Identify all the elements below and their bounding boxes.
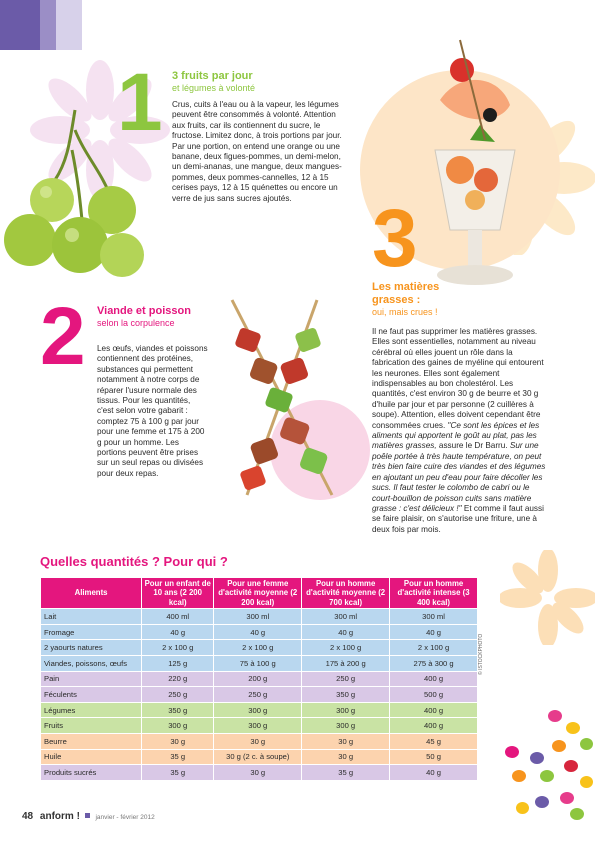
table-cell-value: 400 g (390, 702, 478, 718)
table-cell-value: 30 g (142, 733, 214, 749)
section-3-text-plain: Il ne faut pas supprimer les matières grasses. Elles sont essentielles, notamment au niveau cérébral où elles jouent un rôle dans la fabrication des gaines de myéline qui entourent les neurones. Elles sont également indispensables au bon cholestérol. Les quantités, c'est environ 30 g de beurre et 30 g d'huile par jour et par personne (2 cuillères à soupe). Attention, elles doivent cependant être consommées crues. (372, 327, 544, 430)
table-row (41, 671, 478, 687)
table-cell-value: 300 ml (302, 609, 390, 625)
table-row (41, 702, 478, 718)
table-cell-value: 175 à 200 g (302, 656, 390, 672)
table-cell-aliment: Fromage (41, 624, 142, 640)
table-cell-value: 250 g (142, 687, 214, 703)
table-cell-value: 30 g (214, 733, 302, 749)
table-cell-value: 500 g (390, 687, 478, 703)
table-cell-value: 300 g (214, 718, 302, 734)
table-cell-aliment: Beurre (41, 733, 142, 749)
table-cell-value: 40 g (302, 624, 390, 640)
table-cell-aliment: 2 yaourts natures (41, 640, 142, 656)
table-cell-value: 75 à 100 g (214, 656, 302, 672)
table-cell-aliment: Huile (41, 749, 142, 765)
table-cell-aliment: Produits sucrés (41, 765, 142, 781)
table-cell-value: 2 x 100 g (214, 640, 302, 656)
page-number: 48 (22, 811, 34, 822)
table-row (41, 656, 478, 672)
section-1-title: 3 fruits par jour (172, 70, 253, 82)
table-title: Quelles quantités ? Pour qui ? (40, 554, 228, 569)
table-header-homme-moyen: Pour un homme d'activité moyenne (2 700 kcal) (302, 578, 390, 609)
table-cell-value: 2 x 100 g (302, 640, 390, 656)
table-row (41, 609, 478, 625)
table-header-homme-intense: Pour un homme d'activité intense (3 400 kcal) (390, 578, 478, 609)
table-cell-value: 275 à 300 g (390, 656, 478, 672)
section-3-quote-2: Sur une poêle portée à très haute température, on peut très bien faire cuire des viandes et des légumes en ajoutant un peu d'eau pour faire décoller les sucs. Il faut tester le colombo de cabri ou le court-bouillon de poisson cuits sans matière grasse : c'est délicieux !" (372, 441, 546, 513)
section-1-subtitle: et légumes à volonté (172, 83, 256, 93)
section-1-text: Crus, cuits à l'eau ou à la vapeur, les légumes peuvent être consommés à volonté. Attention aux fruits, car ils contiennent du sucre, le fructose. Limitez donc, à trois portions par jour. Par une portion, on entend une orange ou une banane, deux figues-pommes, un demi-melon, un demi-ananas, une mangue, deux mangues-pommes, deux pommes-cannelles, 12 à 15 cerises pays, 12 à 15 quénettes ou encore un verre de jus sans sucres ajoutés. (172, 100, 342, 203)
table-cell-value: 350 g (302, 687, 390, 703)
table-cell-value: 400 g (390, 718, 478, 734)
magazine-name: anform ! (39, 811, 80, 822)
table-cell-value: 250 g (302, 671, 390, 687)
section-3-subtitle: oui, mais crues ! (372, 307, 438, 317)
table-row (41, 624, 478, 640)
issue-date: janvier - février 2012 (95, 814, 155, 821)
section-2-number: 2 (40, 291, 86, 382)
table-cell-value: 300 g (302, 702, 390, 718)
footer (22, 811, 155, 822)
table-cell-value: 300 ml (390, 609, 478, 625)
section-3-quote-attribution: assure le Dr Barru. (438, 441, 508, 451)
table-cell-aliment: Féculents (41, 687, 142, 703)
table-cell-value: 30 g (302, 749, 390, 765)
photo-credit: © ISTOCKPHOTO (478, 633, 484, 675)
table-cell-value: 300 g (214, 702, 302, 718)
table-row (41, 718, 478, 734)
table-cell-value: 2 x 100 g (390, 640, 478, 656)
table-cell-value: 50 g (390, 749, 478, 765)
table-cell-aliment: Fruits (41, 718, 142, 734)
section-1-heading (172, 70, 352, 94)
table-cell-value: 2 x 100 g (142, 640, 214, 656)
table-header-enfant: Pour un enfant de 10 ans (2 200 kcal) (142, 578, 214, 609)
table-cell-value: 350 g (142, 702, 214, 718)
table-cell-aliment: Légumes (41, 702, 142, 718)
section-2-subtitle: selon la corpulence (97, 318, 175, 328)
table-cell-value: 30 g (214, 765, 302, 781)
section-1-number: 1 (117, 57, 163, 148)
verrine-illustration (420, 30, 530, 295)
table-row (41, 749, 478, 765)
table-cell-value: 300 ml (214, 609, 302, 625)
quantities-table (40, 577, 478, 781)
table-row (41, 733, 478, 749)
table-cell-value: 200 g (214, 671, 302, 687)
table-cell-value: 220 g (142, 671, 214, 687)
section-3-text (372, 327, 548, 535)
table-header-aliments: Aliments (41, 578, 142, 609)
table-cell-value: 400 g (390, 671, 478, 687)
section-3-title-line1: Les matières (372, 281, 440, 293)
table-cell-value: 250 g (214, 687, 302, 703)
kebab-illustration (212, 290, 362, 505)
table-cell-aliment: Lait (41, 609, 142, 625)
table-cell-value: 400 ml (142, 609, 214, 625)
table-cell-value: 300 g (302, 718, 390, 734)
table-header-row (41, 578, 478, 609)
table-cell-value: 35 g (142, 749, 214, 765)
table-cell-aliment: Pain (41, 671, 142, 687)
corner-square-dark (0, 0, 40, 50)
table-cell-value: 45 g (390, 733, 478, 749)
section-3-number: 3 (372, 193, 418, 284)
section-2-text: Les œufs, viandes et poissons contiennent des protéines, substances qui permettent notamment à notre corps de réparer l'usure normale des tissus. Pour les quantités, c'est selon votre gabarit : comptez 75 à 100 g par jour pour une femme et 175 à 200 g pour un homme. Les portions peuvent être prises sur un seul repas ou divisées pour deux repas. (97, 344, 208, 478)
table-cell-value: 40 g (390, 624, 478, 640)
table-cell-value: 125 g (142, 656, 214, 672)
table-cell-aliment: Viandes, poissons, œufs (41, 656, 142, 672)
table-cell-value: 40 g (390, 765, 478, 781)
flower-decoration-bottom (500, 550, 595, 645)
section-2-heading (97, 305, 227, 329)
section-3-heading (372, 281, 492, 318)
section-3-text-end: Et comme il faut aussi se faire plaisir, on s'autorise une friture, une à deux fois par mois. (372, 503, 544, 534)
corner-square-mid (40, 0, 56, 50)
table-cell-value: 40 g (214, 624, 302, 640)
section-3-quote-1: "Ce sont les épices et les aliments qui apportent le goût au plat, pas les matières grasses, (372, 420, 540, 451)
table-header-femme: Pour une femme d'activité moyenne (2 200 kcal) (214, 578, 302, 609)
table-cell-value: 35 g (142, 765, 214, 781)
table-cell-value: 30 g (2 c. à soupe) (214, 749, 302, 765)
section-3-title-line2: grasses : (372, 294, 421, 306)
footer-square (85, 813, 90, 818)
section-2-title: Viande et poisson (97, 305, 191, 317)
corner-square-light (56, 0, 82, 50)
table-row (41, 640, 478, 656)
table-cell-value: 300 g (142, 718, 214, 734)
table-cell-value: 30 g (302, 733, 390, 749)
table-row (41, 765, 478, 781)
table-row (41, 687, 478, 703)
table-cell-value: 35 g (302, 765, 390, 781)
table-body (41, 609, 478, 781)
table-cell-value: 40 g (142, 624, 214, 640)
